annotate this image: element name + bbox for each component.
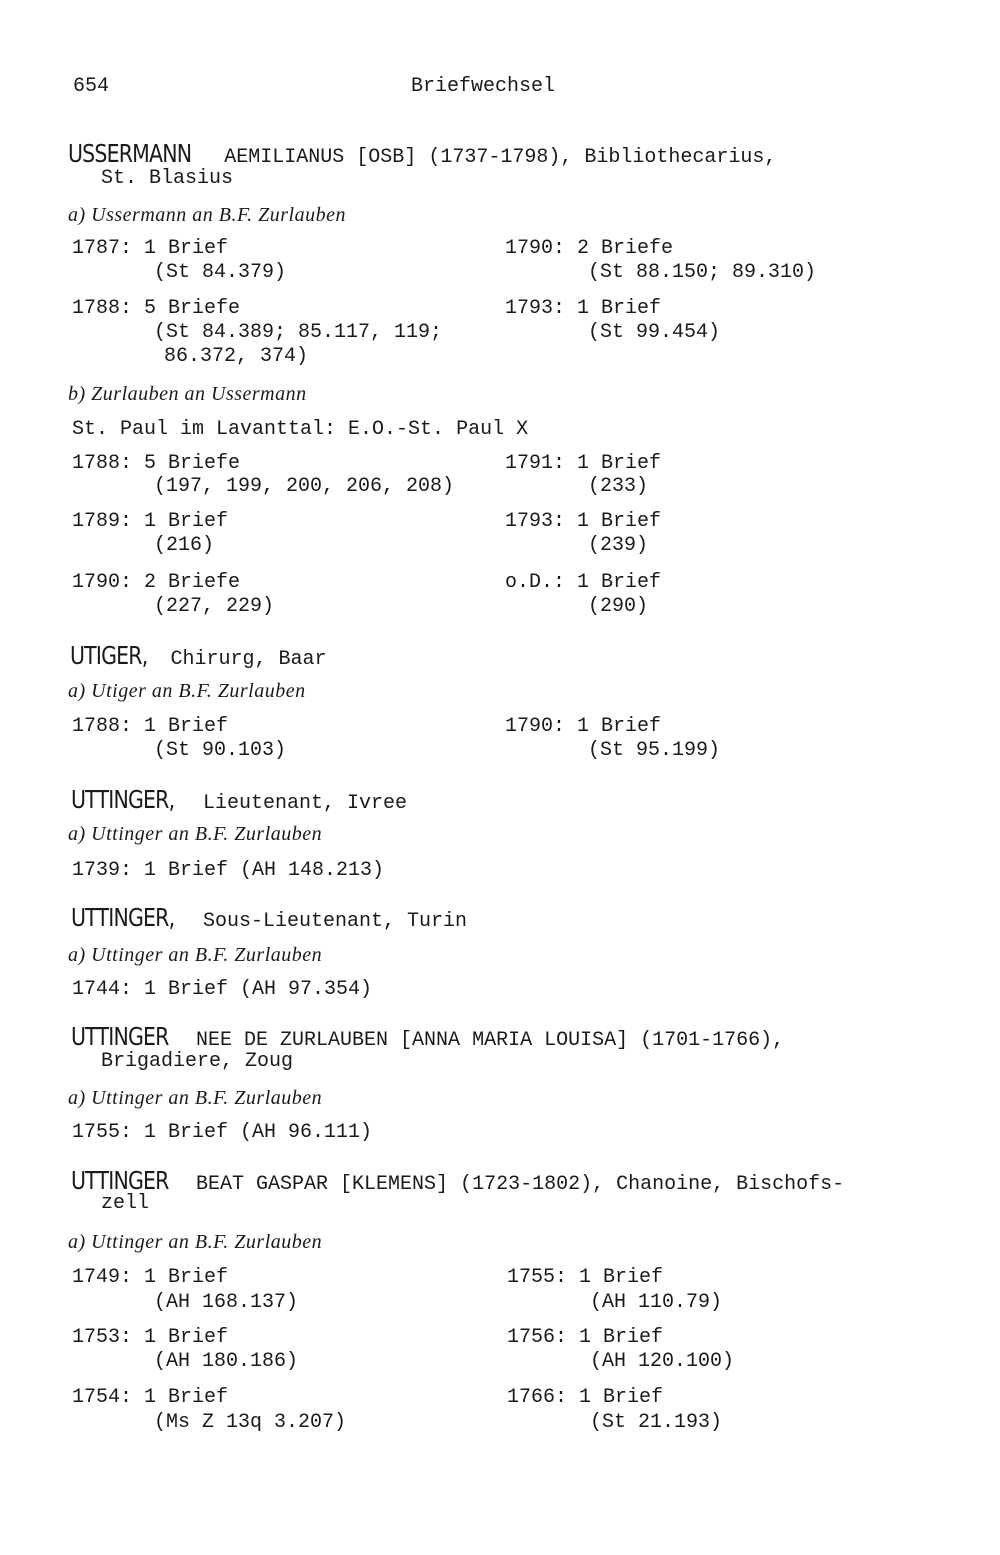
entry-name: UTTINGER <box>71 1166 169 1195</box>
letter-year: 1790: 1 Brief <box>505 715 662 738</box>
entry-heading <box>71 1166 845 1197</box>
letter-ref: (233) <box>588 475 649 498</box>
letter-year: 1749: 1 Brief <box>72 1266 229 1289</box>
letter-year: 1766: 1 Brief <box>507 1386 664 1409</box>
entry-heading <box>70 641 327 672</box>
entry-heading <box>71 903 468 934</box>
letter-year: 1788: 1 Brief <box>72 715 229 738</box>
entry-description: AEMILIANUS [OSB] (1737-1798), Bibliothecarius, <box>212 146 777 169</box>
letter-year: 1788: 5 Briefe <box>72 452 241 475</box>
section-label: a) Uttinger an B.F. Zurlauben <box>68 944 323 966</box>
entry-name: UTTINGER <box>71 1022 169 1051</box>
letter-year: 1793: 1 Brief <box>505 297 662 320</box>
letter-ref: (239) <box>588 534 649 557</box>
letter-line: 1744: 1 Brief (AH 97.354) <box>72 978 373 1001</box>
letter-year: 1755: 1 Brief <box>507 1266 664 1289</box>
letter-year: 1753: 1 Brief <box>72 1326 229 1349</box>
letter-line: 1755: 1 Brief (AH 96.111) <box>72 1121 373 1144</box>
letter-line: 1739: 1 Brief (AH 148.213) <box>72 859 385 882</box>
letter-ref: (216) <box>154 534 215 557</box>
entry-heading <box>68 139 777 170</box>
letter-year: 1790: 2 Briefe <box>505 237 674 260</box>
entry-heading <box>71 1022 785 1053</box>
section-label: a) Uttinger an B.F. Zurlauben <box>68 1087 323 1109</box>
entry-description-cont: zell <box>101 1192 150 1215</box>
letter-ref: (St 88.150; 89.310) <box>588 261 817 284</box>
letter-ref: (Ms Z 13q 3.207) <box>154 1411 347 1434</box>
page-number: 654 <box>73 75 110 98</box>
letter-ref: (227, 229) <box>154 595 275 618</box>
entry-description: BEAT GASPAR [KLEMENS] (1723-1802), Chanoine, Bischofs- <box>184 1173 845 1196</box>
letter-year: 1793: 1 Brief <box>505 510 662 533</box>
letter-year: 1790: 2 Briefe <box>72 571 241 594</box>
entry-description-cont: St. Blasius <box>101 167 234 190</box>
letter-ref: (AH 180.186) <box>154 1350 299 1373</box>
archive-location: St. Paul im Lavanttal: E.O.-St. Paul X <box>72 418 529 441</box>
letter-ref: (St 84.389; 85.117, 119; <box>154 321 443 344</box>
section-label: a) Uttinger an B.F. Zurlauben <box>68 1231 323 1253</box>
letter-year: 1788: 5 Briefe <box>72 297 241 320</box>
entry-name: UTTINGER, <box>71 785 175 814</box>
section-label: a) Uttinger an B.F. Zurlauben <box>68 823 323 845</box>
letter-ref: (St 99.454) <box>588 321 721 344</box>
letter-ref: 86.372, 374) <box>164 345 309 368</box>
section-label: a) Utiger an B.F. Zurlauben <box>68 680 306 702</box>
entry-heading <box>71 785 408 816</box>
section-label: b) Zurlauben an Ussermann <box>68 383 307 405</box>
letter-ref: (AH 120.100) <box>590 1350 735 1373</box>
entry-name: UTIGER, <box>70 641 148 670</box>
letter-ref: (AH 110.79) <box>590 1291 723 1314</box>
letter-year: 1756: 1 Brief <box>507 1326 664 1349</box>
entry-description: Lieutenant, Ivree <box>190 792 408 815</box>
letter-year: 1754: 1 Brief <box>72 1386 229 1409</box>
letter-year: o.D.: 1 Brief <box>505 571 662 594</box>
letter-ref: (St 90.103) <box>154 739 287 762</box>
letter-ref: (St 21.193) <box>590 1411 723 1434</box>
entry-description: NEE DE ZURLAUBEN [ANNA MARIA LOUISA] (1701-1766), <box>184 1029 785 1052</box>
letter-ref: (290) <box>588 595 649 618</box>
entry-name: USSERMANN <box>68 139 192 168</box>
running-title: Briefwechsel <box>411 75 556 98</box>
letter-year: 1791: 1 Brief <box>505 452 662 475</box>
entry-description: Sous-Lieutenant, Turin <box>190 910 468 933</box>
letter-ref: (St 84.379) <box>154 261 287 284</box>
entry-description: Chirurg, Baar <box>158 648 327 671</box>
letter-year: 1789: 1 Brief <box>72 510 229 533</box>
letter-ref: (197, 199, 200, 206, 208) <box>154 475 455 498</box>
letter-year: 1787: 1 Brief <box>72 237 229 260</box>
section-label: a) Ussermann an B.F. Zurlauben <box>68 204 346 226</box>
entry-name: UTTINGER, <box>71 903 175 932</box>
letter-ref: (AH 168.137) <box>154 1291 299 1314</box>
letter-ref: (St 95.199) <box>588 739 721 762</box>
entry-description-cont: Brigadiere, Zoug <box>101 1050 294 1073</box>
